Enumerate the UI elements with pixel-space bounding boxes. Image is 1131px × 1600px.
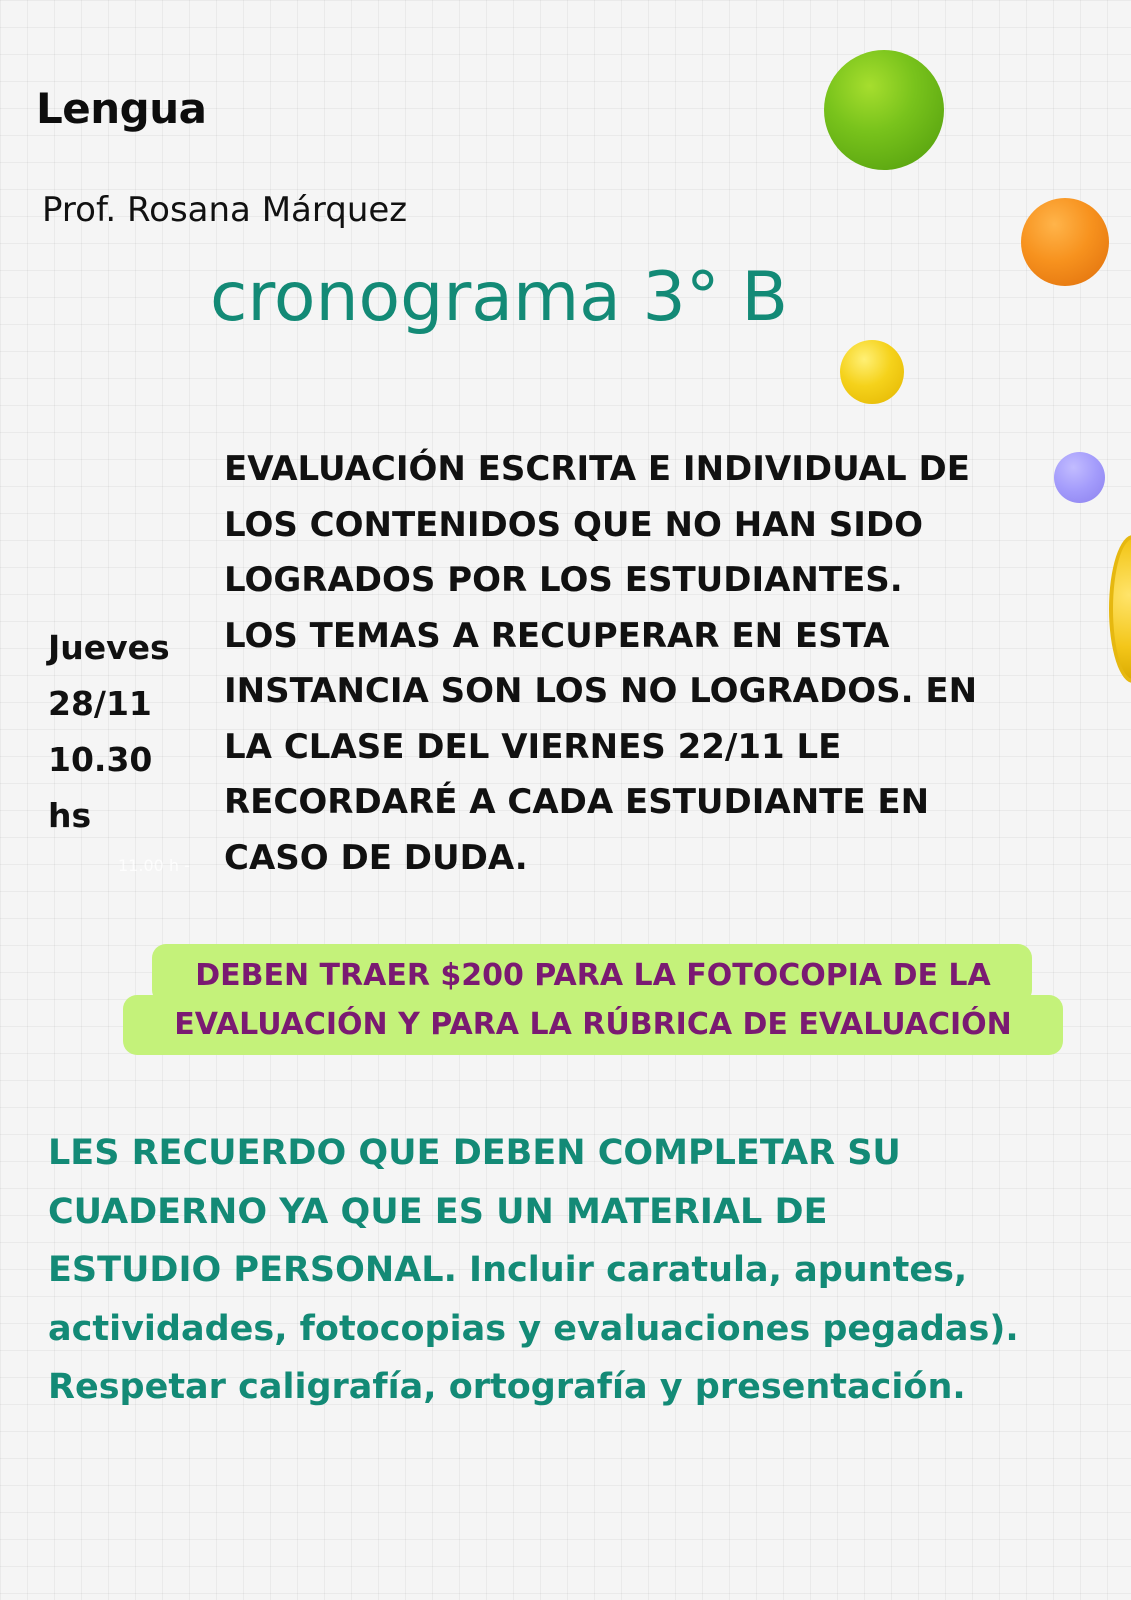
evaluation-description: [224, 442, 1064, 886]
evaluation-line: LOS CONTENIDOS QUE NO HAN SIDO: [224, 504, 924, 545]
yellow-ball-decoration: [840, 340, 904, 404]
subject-heading: Lengua: [36, 84, 207, 133]
date-day-month: 28/11: [48, 684, 152, 723]
evaluation-line: RECORDARÉ A CADA ESTUDIANTE EN: [224, 782, 930, 822]
faint-time-text: 11.00 h -: [118, 856, 190, 875]
payment-notice: [123, 951, 1063, 1049]
notice-line: DEBEN TRAER $200 PARA LA FOTOCOPIA DE LA: [195, 958, 991, 993]
yellow-blob-edge-decoration: [1109, 535, 1131, 683]
reminder-line: ESTUDIO PERSONAL. Incluir caratula, apuntes,: [48, 1250, 968, 1290]
notebook-reminder: [48, 1124, 1108, 1417]
schedule-date: [48, 620, 170, 844]
reminder-line: LES RECUERDO QUE DEBEN COMPLETAR SU: [48, 1133, 901, 1173]
date-time: 10.30: [48, 740, 153, 779]
green-ball-decoration: [824, 50, 944, 170]
teacher-name: Prof. Rosana Márquez: [42, 190, 408, 230]
date-day: Jueves: [48, 628, 170, 667]
evaluation-line: LOGRADOS POR LOS ESTUDIANTES.: [224, 560, 903, 600]
evaluation-line: LA CLASE DEL VIERNES 22/11 LE: [224, 726, 842, 767]
reminder-line: Respetar caligrafía, ortografía y presentación.: [48, 1367, 966, 1407]
evaluation-line: EVALUACIÓN ESCRITA E INDIVIDUAL DE: [224, 449, 970, 489]
date-time-unit: hs: [48, 796, 92, 835]
notice-line: EVALUACIÓN Y PARA LA RÚBRICA DE EVALUACIÓN: [174, 1007, 1012, 1042]
reminder-line: CUADERNO YA QUE ES UN MATERIAL DE: [48, 1191, 828, 1232]
orange-ball-decoration: [1021, 198, 1109, 286]
evaluation-line: CASO DE DUDA.: [224, 837, 528, 878]
evaluation-line: LOS TEMAS A RECUPERAR EN ESTA: [224, 615, 890, 656]
evaluation-line: INSTANCIA SON LOS NO LOGRADOS. EN: [224, 671, 978, 711]
page-title: cronograma 3° B: [210, 258, 788, 337]
reminder-line: actividades, fotocopias y evaluaciones pegadas).: [48, 1308, 1019, 1349]
